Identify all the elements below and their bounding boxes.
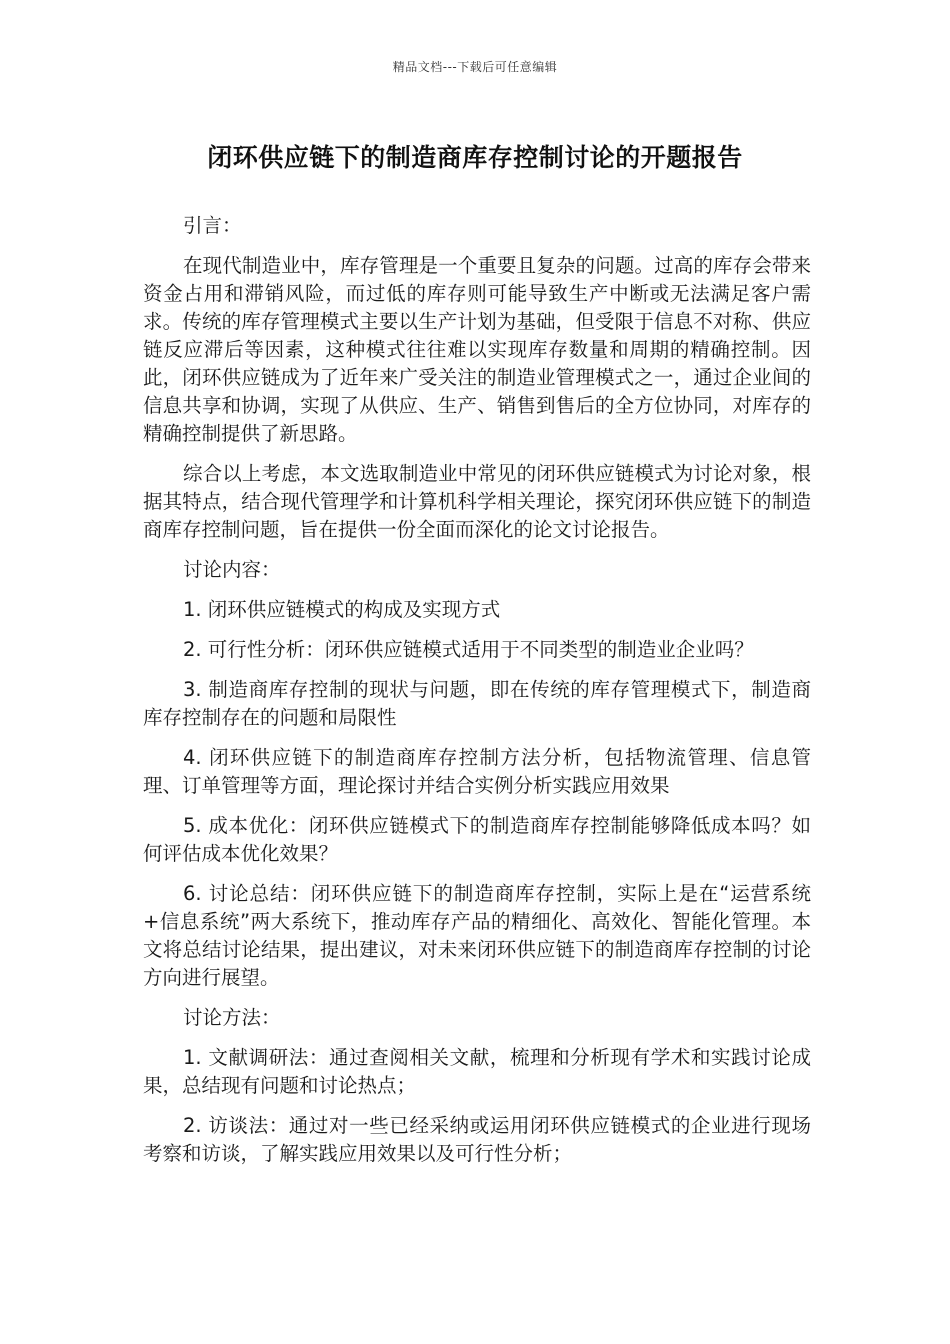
content-item-1: 1. 闭环供应链模式的构成及实现方式 bbox=[182, 598, 501, 621]
content-item-2: 2. 可行性分析：闭环供应链模式适用于不同类型的制造业企业吗？ bbox=[182, 638, 754, 661]
document-body bbox=[143, 212, 811, 1180]
content-item-5: 5. 成本优化：闭环供应链模式下的制造商库存控制能够降低成本吗？如何评估成本优化效果？ bbox=[143, 814, 811, 865]
content-item-3: 3. 制造商库存控制的现状与问题，即在传统的库存管理模式下，制造商库存控制存在的问题和局限性 bbox=[143, 678, 811, 729]
method-item-2: 2. 访谈法：通过对一些已经采纳或运用闭环供应链模式的企业进行现场考察和访谈，了解实践应用效果以及可行性分析； bbox=[143, 1114, 811, 1165]
page-header: 精品文档---下载后可任意编辑 bbox=[392, 60, 558, 74]
content-item-4: 4. 闭环供应链下的制造商库存控制方法分析，包括物流管理、信息管理、订单管理等方面，理论探讨并结合实例分析实践应用效果 bbox=[143, 746, 811, 797]
intro-heading: 引言： bbox=[182, 214, 242, 237]
intro-paragraph-2: 综合以上考虑，本文选取制造业中常见的闭环供应链模式为讨论对象，根据其特点，结合现代管理学和计算机科学相关理论，探究闭环供应链下的制造商库存控制问题，旨在提供一份全面而深化的论文讨论报告。 bbox=[143, 462, 811, 541]
intro-paragraph-1: 在现代制造业中，库存管理是一个重要且复杂的问题。过高的库存会带来资金占用和滞销风险，而过低的库存则可能导致生产中断或无法满足客户需求。传统的库存管理模式主要以生产计划为基础，但受限于信息不对称、供应链反应滞后等因素，这种模式往往难以实现库存数量和周期的精确控制。因此，闭环供应链成为了近年来广受关注的制造业管理模式之一，通过企业间的信息共享和协调，实现了从供应、生产、销售到售后的全方位协同，对库存的精确控制提供了新思路。 bbox=[143, 254, 811, 445]
document-title: 闭环供应链下的制造商库存控制讨论的开题报告 bbox=[207, 143, 743, 172]
method-heading: 讨论方法： bbox=[182, 1006, 281, 1029]
method-item-1: 1. 文献调研法：通过查阅相关文献，梳理和分析现有学术和实践讨论成果，总结现有问题和讨论热点； bbox=[143, 1046, 811, 1097]
content-item-6: 6. 讨论总结：闭环供应链下的制造商库存控制，实际上是在“运营系统+信息系统”两大系统下，推动库存产品的精细化、高效化、智能化管理。本文将总结讨论结果，提出建议，对未来闭环供应链下的制造商库存控制的讨论方向进行展望。 bbox=[143, 882, 811, 989]
content-heading: 讨论内容： bbox=[182, 558, 281, 581]
